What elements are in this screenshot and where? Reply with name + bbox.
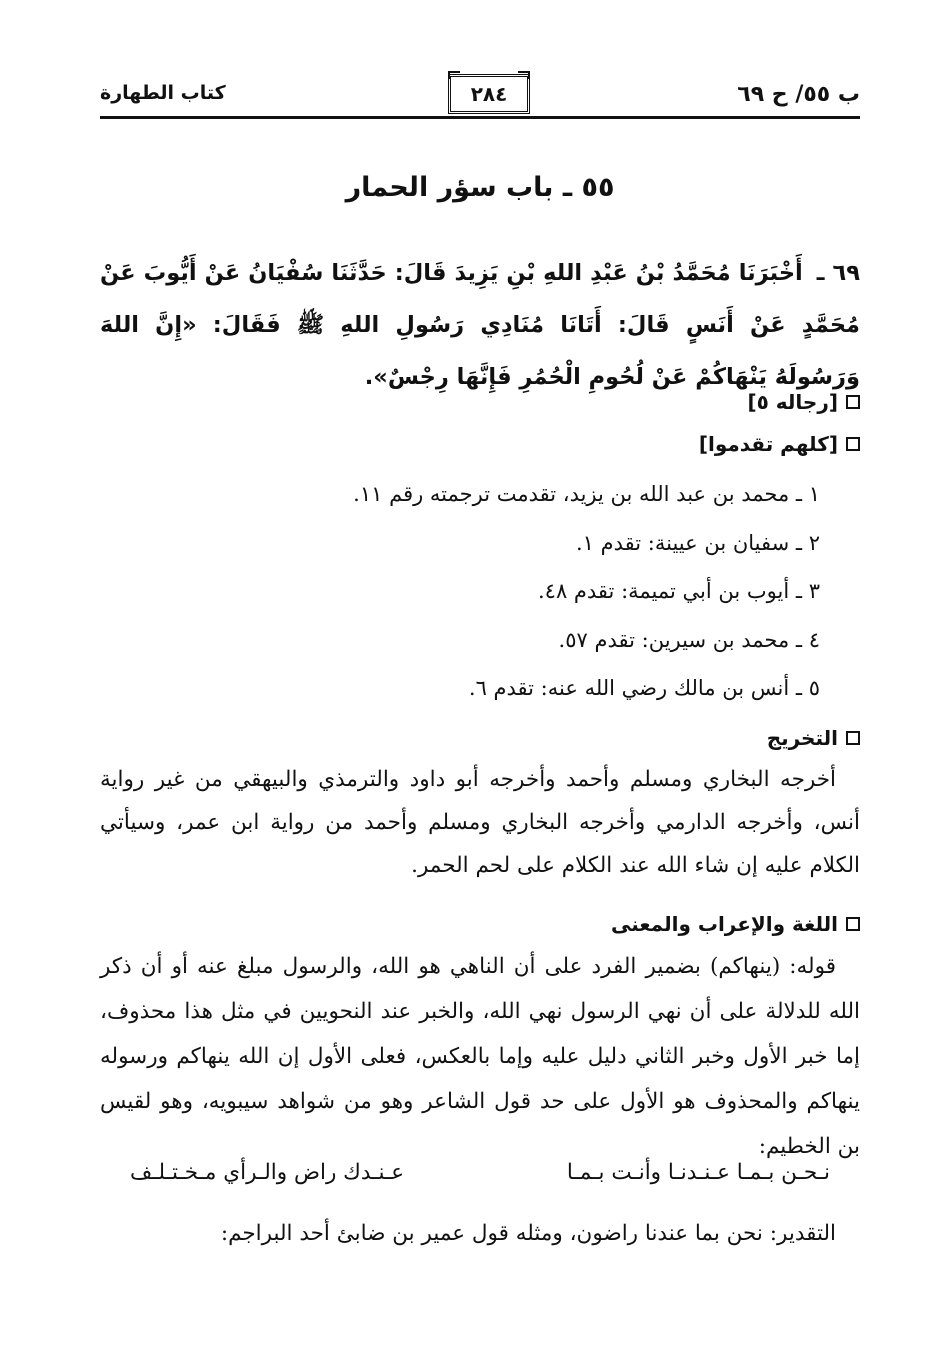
- list-item: ٢ ـ سفيان بن عيينة: تقدم ١.: [575, 530, 820, 555]
- hadith-text: أَخْبَرَنَا مُحَمَّدُ بْنُ عَبْدِ اللهِ بْنِ يَزِيدَ قَالَ: حَدَّثَنَا سُفْيَانُ عَنْ أَيُّوبَ عَنْ مُحَمَّدٍ عَنْ أَنَسٍ قَالَ: أَتَانَا مُنَادِي رَسُولِ اللهِ ﷺ فَقَالَ: «إِنَّ اللهَ وَرَسُولَهُ يَنْهَاكُمْ عَنْ لُحُومِ الْحُمُرِ فَإِنَّهَا رِجْسٌ».: [100, 259, 860, 390]
- hadith-text-block: [100, 247, 860, 403]
- square-bullet-icon: [846, 395, 860, 409]
- takhrij-text: أخرجه البخاري ومسلم وأحمد وأخرجه أبو داود والترمذي والبيهقي من غير رواية أنس، وأخرجه الدارمي وأخرجه البخاري ومسلم وأحمد من رواية ابن عمر، وسيأتي الكلام عليه إن شاء الله عند الكلام على لحم الحمر.: [100, 767, 860, 878]
- chapter-hadith-ref: ب ٥٥/ ح ٦٩: [737, 82, 860, 107]
- rijal-heading-label: [رجاله ٥]: [747, 390, 838, 414]
- list-item: ٤ ـ محمد بن سيرين: تقدم ٥٧.: [558, 627, 820, 652]
- chapter-title: ٥٥ ـ باب سؤر الحمار: [345, 172, 615, 203]
- list-item: ٣ ـ أيوب بن أبي تميمة: تقدم ٤٨.: [537, 579, 820, 603]
- language-heading-label: اللغة والإعراب والمعنى: [610, 912, 838, 936]
- verse-first-hemistich: نـحـن بـمـا عـنـدنـا وأنـت بـمـا: [566, 1160, 830, 1185]
- header-rule: [100, 116, 860, 119]
- list-item: ٥ ـ أنس بن مالك رضي الله عنه: تقدم ٦.: [468, 676, 820, 700]
- rijal-heading: [747, 390, 860, 414]
- hadith-number: ٦٩ ـ: [816, 259, 860, 286]
- list-item: ١ ـ محمد بن عبد الله بن يزيد، تقدمت ترجمته رقم ١١.: [353, 482, 820, 506]
- all-preceded-label: [كلهم تقدموا]: [698, 432, 838, 456]
- language-paragraph: [100, 944, 860, 1169]
- poem-verse: [130, 1160, 830, 1200]
- takhrij-paragraph: [100, 758, 860, 887]
- square-bullet-icon: [846, 917, 860, 931]
- language-text: قوله: (ينهاكم) بضمير الفرد على أن الناهي هو الله، والرسول مبلغ عنه أو أن ذكر الله للدلالة على أن نهي الرسول نهي الله، والخبر عند النحويين في مثل هذا محذوف، إما خبر الأول وخبر الثاني دليل عليه وإما بالعكس، فعلى الأول إن الله ينهاكم ورسوله ينهاكم والمحذوف هو الأول على حد قول الشاعر وهو من شواهد سيبويه، وهو لقيس بن الخطيم:: [100, 954, 860, 1159]
- takhrij-heading: [767, 726, 860, 750]
- square-bullet-icon: [846, 437, 860, 451]
- page-number: ٢٨٤: [448, 74, 530, 114]
- all-preceded-heading: [699, 432, 860, 456]
- verse-second-hemistich: عـنـدك راض والـرأي مـخـتـلـف: [130, 1160, 405, 1185]
- narrators-list: [180, 470, 820, 713]
- square-bullet-icon: [846, 731, 860, 745]
- estimation-paragraph: [100, 1208, 860, 1260]
- language-heading: [611, 912, 860, 936]
- book-title: كتاب الطهارة: [100, 82, 226, 104]
- estimation-text: التقدير: نحن بما عندنا راضون، ومثله قول عمير بن ضابئ أحد البراجم:: [220, 1221, 836, 1246]
- takhrij-heading-label: التخريج: [766, 726, 838, 750]
